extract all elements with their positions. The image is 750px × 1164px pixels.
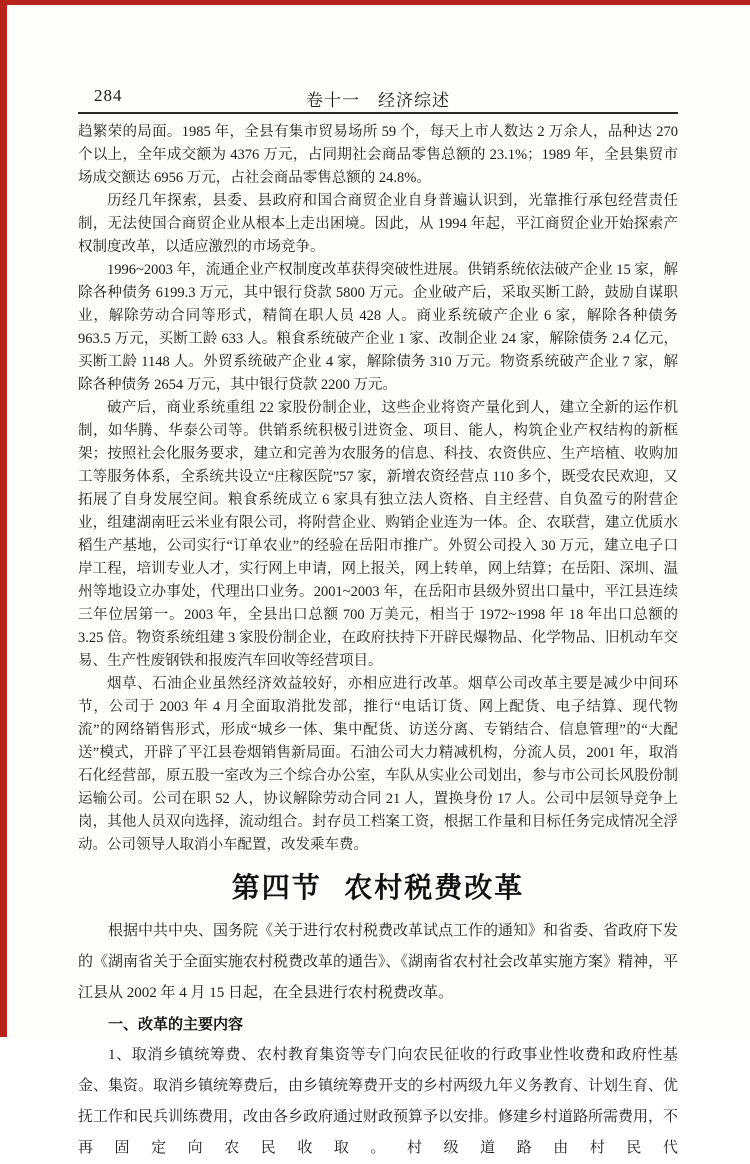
paragraph: 历经几年探索，县委、县政府和国合商贸企业自身普遍认识到，光靠推行承包经营责任制，无法使国合商贸企业从根本上走出困境。因此，从 1994 年起，平江商贸企业开始探索产权制度改革，以适应激烈的市场竞争。 [78,193,678,255]
section-title: 农村税费改革 [344,872,525,903]
paragraph: 根据中共中央、国务院《关于进行农村税费改革试点工作的通知》和省委、省政府下发的《湖南省关于全面实施农村税费改革的通告》、《湖南省农村社会改革实施方案》精神，平江县从 2002 年 4 月 15 日起，在全县进行农村税费改革。 [78,923,679,1001]
paragraph-continues-next-page: 1、取消乡镇统筹费、农村教育集资等专门向农民征收的行政事业性收费和政府性基金、集资。取消乡镇统筹费后，由乡镇统筹费开支的乡村两级九年义务教育、计划生育、优抚工作和民兵训练费用，改由各乡政府通过财政预算予以安排。修建乡村道路所需费用，不再固定向农民收取。村级道路由村民代 [78,1047,679,1156]
page-number: 284 [94,86,123,105]
paragraph: 烟草、石油企业虽然经济效益较好，亦相应进行改革。烟草公司改革主要是减少中间环节，公司于 2003 年 4 月全面取消批发部，推行“电话订货、网上配货、电子结算、现代物流”的网络销售形式，形成“城乡一体、集中配货、访送分离、专销结合、信息管理”的“大配送”模式，开辟了平江县卷烟销售新局面。石油公司大力精减机构，分流人员，2001 年，取消石化经营部，原五股一室改为三个综合办公室，车队从实业公司划出，参与市公司长风股份制运输公司。公司在职 52 人，协议解除劳动合同 21 人，置换身份 17 人。公司中层领导竞争上岗，其他人员双向选择，流动组合。封存员工档案工资，根据工作量和目标任务完成情况全浮动。公司领导人取消小车配置，改发乘车费。 [78,676,678,853]
running-header: 卷十一 经济综述 [306,91,450,110]
scan-edge-top [0,0,750,5]
chapter-body [78,121,678,857]
section-body [78,916,678,1164]
paragraph: 1996~2003 年，流通企业产权制度改革获得突破性进展。供销系统依法破产企业 15 家，解除各种债务 6199.3 万元，其中银行贷款 5800 万元。企业破产后，采取买断工龄，鼓励自谋职业，解除劳动合同等形式，精简在职人员 428 人。商业系统破产企业 6 家，解除各种债务 963.5 万元，买断工龄 633 人。粮食系统破产企业 1 家、改制企业 24 家，解除债务 2.4 亿元，买断工龄 1148 人。外贸系统破产企业 4 家，解除债务 310 万元。物资系统破产企业 7 家，解除各种债务 2654 万元，其中银行贷款 2200 万元。 [78,262,678,393]
page-header [78,86,678,114]
subsection-heading: 一、改革的主要内容 [108,1016,244,1033]
paragraph-continued: 趋繁荣的局面。1985 年，全县有集市贸易场所 59 个，每天上市人数达 2 万余人，品种达 270 个以上，全年成交额为 4376 万元，占同期社会商品零售总额的 23.1%；1989 年，全县集贸市场成交额达 6956 万元，占社会商品零售总额的 24.8%。 [78,124,678,186]
paragraph: 破产后，商业系统重组 22 家股份制企业，这些企业将资产量化到人，建立全新的运作机制，如华腾、华泰公司等。供销系统积极引进资金、项目、能人，构筑企业产权结构的新框架；按照社会化服务要求，建立和完善为农服务的信息、科技、农资供应、生产培植、收购加工等服务体系，全系统共设立“庄稼医院”57 家，新增农资经营点 110 多个，既受农民欢迎，又拓展了自身发展空间。粮食系统成立 6 家具有独立法人资格、自主经营、自负盈亏的附营企业，组建湖南旺云米业有限公司，将附营企业、购销企业连为一体。企、农联营，建立优质水稻生产基地，公司实行“订单农业”的经验在岳阳市推广。外贸公司投入 30 万元，建立电子口岸工程，培训专业人才，实行网上申请，网上报关，网上转单，网上结算；在岳阳、深圳、温州等地设立办事处，代理出口业务。2001~2003 年，在岳阳市县级外贸出口量中，平江县连续三年位居第一。2003 年，全县出口总额 700 万美元，相当于 1972~1998 年 18 年出口总额的 3.25 倍。物资系统组建 3 家股份制企业，在政府扶持下开辟民爆物品、化学物品、旧机动车交易、生产性废钢铁和报废汽车回收等经营项目。 [78,400,678,669]
section-label: 第四节 [231,872,322,903]
scan-edge-left [0,0,7,1037]
page-content [78,86,678,1164]
section-heading [78,870,678,906]
